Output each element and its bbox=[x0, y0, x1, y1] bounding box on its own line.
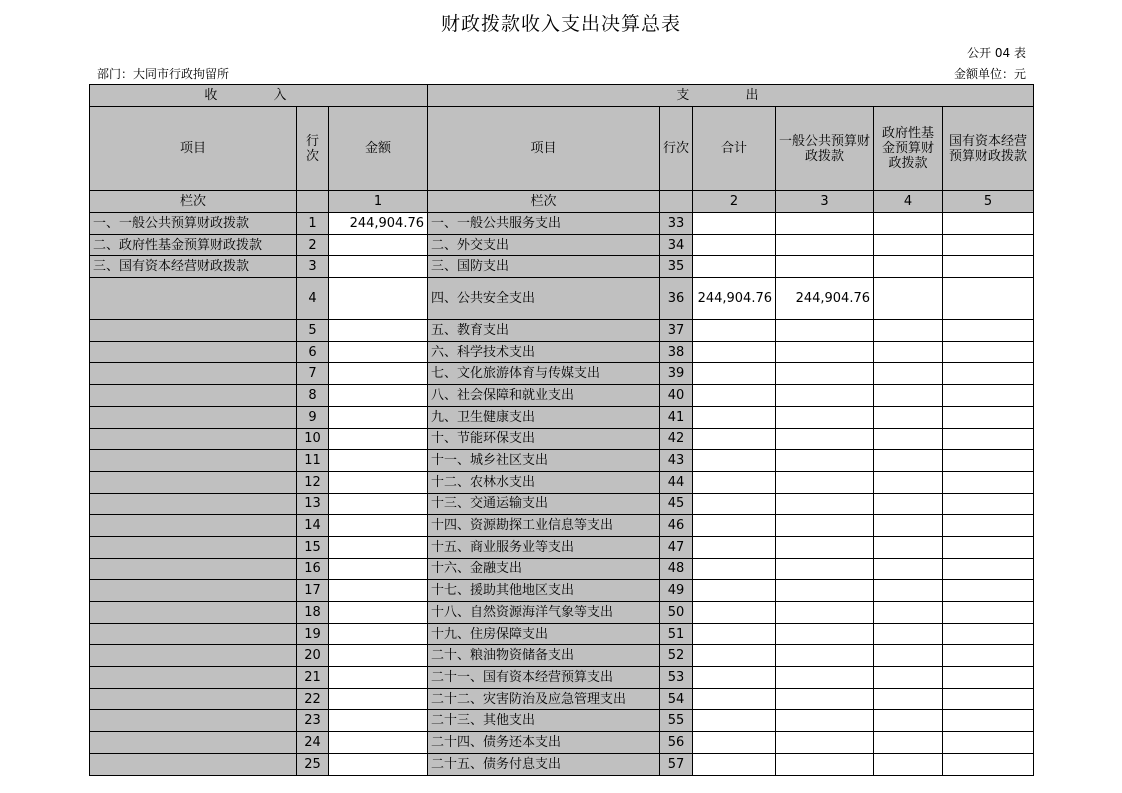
income-item bbox=[90, 428, 297, 450]
income-item bbox=[90, 493, 297, 515]
general-budget-amount bbox=[776, 667, 874, 689]
general-budget-amount bbox=[776, 710, 874, 732]
expense-row-no: 48 bbox=[660, 558, 693, 580]
expense-row-no: 53 bbox=[660, 667, 693, 689]
expense-row-no: 35 bbox=[660, 256, 693, 278]
expense-item: 五、教育支出 bbox=[428, 320, 660, 342]
income-row-no: 3 bbox=[297, 256, 329, 278]
total-amount bbox=[693, 234, 776, 256]
income-item bbox=[90, 710, 297, 732]
gov-fund-amount bbox=[874, 213, 943, 235]
income-row-no: 16 bbox=[297, 558, 329, 580]
col-number-3: 3 bbox=[776, 191, 874, 213]
gov-fund-amount bbox=[874, 471, 943, 493]
income-amount bbox=[329, 558, 428, 580]
income-item: 一、一般公共预算财政拨款 bbox=[90, 213, 297, 235]
income-row-no: 23 bbox=[297, 710, 329, 732]
general-budget-amount: 244,904.76 bbox=[776, 278, 874, 320]
expense-row-no: 55 bbox=[660, 710, 693, 732]
total-amount bbox=[693, 753, 776, 775]
expense-item: 八、社会保障和就业支出 bbox=[428, 385, 660, 407]
state-capital-amount bbox=[943, 645, 1034, 667]
general-budget-amount bbox=[776, 213, 874, 235]
gov-fund-amount bbox=[874, 450, 943, 472]
expense-item: 四、公共安全支出 bbox=[428, 278, 660, 320]
gov-fund-amount bbox=[874, 667, 943, 689]
gov-fund-amount bbox=[874, 602, 943, 624]
gov-fund-amount bbox=[874, 385, 943, 407]
general-budget-amount bbox=[776, 515, 874, 537]
table-row bbox=[90, 558, 1034, 580]
income-item bbox=[90, 450, 297, 472]
income-row-no: 17 bbox=[297, 580, 329, 602]
total-amount bbox=[693, 428, 776, 450]
income-item bbox=[90, 278, 297, 320]
income-item bbox=[90, 385, 297, 407]
gov-fund-amount bbox=[874, 580, 943, 602]
income-row-no: 4 bbox=[297, 278, 329, 320]
state-capital-amount bbox=[943, 493, 1034, 515]
income-row-no: 25 bbox=[297, 753, 329, 775]
total-amount bbox=[693, 645, 776, 667]
gov-fund-amount bbox=[874, 493, 943, 515]
total-amount bbox=[693, 450, 776, 472]
income-item bbox=[90, 363, 297, 385]
general-budget-amount bbox=[776, 536, 874, 558]
state-capital-amount bbox=[943, 234, 1034, 256]
expense-row-no: 42 bbox=[660, 428, 693, 450]
header-expense-row-no: 行次 bbox=[660, 107, 693, 191]
table-row bbox=[90, 753, 1034, 775]
expense-item: 六、科学技术支出 bbox=[428, 341, 660, 363]
table-row bbox=[90, 406, 1034, 428]
gov-fund-amount bbox=[874, 320, 943, 342]
total-amount bbox=[693, 667, 776, 689]
expense-item: 十、节能环保支出 bbox=[428, 428, 660, 450]
income-row-no: 22 bbox=[297, 688, 329, 710]
income-row-no: 2 bbox=[297, 234, 329, 256]
general-budget-amount bbox=[776, 493, 874, 515]
expense-item: 九、卫生健康支出 bbox=[428, 406, 660, 428]
state-capital-amount bbox=[943, 602, 1034, 624]
expense-row-no: 46 bbox=[660, 515, 693, 537]
expense-item: 十五、商业服务业等支出 bbox=[428, 536, 660, 558]
header-income-amount: 金额 bbox=[329, 107, 428, 191]
income-amount bbox=[329, 278, 428, 320]
income-row-no: 18 bbox=[297, 602, 329, 624]
income-row-no: 13 bbox=[297, 493, 329, 515]
state-capital-amount bbox=[943, 710, 1034, 732]
income-item bbox=[90, 580, 297, 602]
expense-row-no: 43 bbox=[660, 450, 693, 472]
expense-item: 十二、农林水支出 bbox=[428, 471, 660, 493]
state-capital-amount bbox=[943, 558, 1034, 580]
state-capital-amount bbox=[943, 406, 1034, 428]
state-capital-amount bbox=[943, 213, 1034, 235]
header-gov-fund: 政府性基金预算财政拨款 bbox=[874, 107, 943, 191]
total-amount bbox=[693, 256, 776, 278]
state-capital-amount bbox=[943, 688, 1034, 710]
income-item bbox=[90, 753, 297, 775]
general-budget-amount bbox=[776, 623, 874, 645]
general-budget-amount bbox=[776, 688, 874, 710]
state-capital-amount bbox=[943, 623, 1034, 645]
table-row bbox=[90, 385, 1034, 407]
total-amount bbox=[693, 213, 776, 235]
income-item bbox=[90, 471, 297, 493]
general-budget-amount bbox=[776, 256, 874, 278]
state-capital-amount bbox=[943, 580, 1034, 602]
income-row-no: 15 bbox=[297, 536, 329, 558]
expense-item: 七、文化旅游体育与传媒支出 bbox=[428, 363, 660, 385]
income-row-no: 5 bbox=[297, 320, 329, 342]
general-budget-amount bbox=[776, 580, 874, 602]
table-row bbox=[90, 341, 1034, 363]
gov-fund-amount bbox=[874, 732, 943, 754]
income-amount bbox=[329, 450, 428, 472]
income-item bbox=[90, 406, 297, 428]
gov-fund-amount bbox=[874, 688, 943, 710]
expense-row-no: 39 bbox=[660, 363, 693, 385]
table-row bbox=[90, 536, 1034, 558]
state-capital-amount bbox=[943, 450, 1034, 472]
state-capital-amount bbox=[943, 363, 1034, 385]
total-amount bbox=[693, 602, 776, 624]
general-budget-amount bbox=[776, 234, 874, 256]
total-amount bbox=[693, 732, 776, 754]
expense-row-no: 51 bbox=[660, 623, 693, 645]
total-amount bbox=[693, 320, 776, 342]
header-expense-item: 项目 bbox=[428, 107, 660, 191]
general-budget-amount bbox=[776, 732, 874, 754]
state-capital-amount bbox=[943, 536, 1034, 558]
state-capital-amount bbox=[943, 753, 1034, 775]
state-capital-amount bbox=[943, 471, 1034, 493]
gov-fund-amount bbox=[874, 278, 943, 320]
income-row-no: 10 bbox=[297, 428, 329, 450]
gov-fund-amount bbox=[874, 341, 943, 363]
total-amount bbox=[693, 536, 776, 558]
state-capital-amount bbox=[943, 341, 1034, 363]
table-row bbox=[90, 732, 1034, 754]
gov-fund-amount bbox=[874, 558, 943, 580]
expense-item: 十四、资源勘探工业信息等支出 bbox=[428, 515, 660, 537]
header-income-item: 项目 bbox=[90, 107, 297, 191]
income-item bbox=[90, 320, 297, 342]
table-row bbox=[90, 623, 1034, 645]
income-item bbox=[90, 515, 297, 537]
gov-fund-amount bbox=[874, 515, 943, 537]
total-amount bbox=[693, 385, 776, 407]
expense-row-no: 47 bbox=[660, 536, 693, 558]
expense-item: 十一、城乡社区支出 bbox=[428, 450, 660, 472]
form-number: 公开 04 表 bbox=[967, 46, 1026, 60]
header-state-capital: 国有资本经营预算财政拨款 bbox=[943, 107, 1034, 191]
income-amount bbox=[329, 406, 428, 428]
gov-fund-amount bbox=[874, 363, 943, 385]
total-amount bbox=[693, 623, 776, 645]
total-amount bbox=[693, 493, 776, 515]
general-budget-amount bbox=[776, 341, 874, 363]
general-budget-amount bbox=[776, 645, 874, 667]
general-budget-amount bbox=[776, 320, 874, 342]
income-amount bbox=[329, 515, 428, 537]
gov-fund-amount bbox=[874, 428, 943, 450]
state-capital-amount bbox=[943, 515, 1034, 537]
income-amount bbox=[329, 363, 428, 385]
gov-fund-amount bbox=[874, 623, 943, 645]
gov-fund-amount bbox=[874, 406, 943, 428]
table-row bbox=[90, 710, 1034, 732]
income-amount bbox=[329, 341, 428, 363]
income-amount: 244,904.76 bbox=[329, 213, 428, 235]
income-row-no: 11 bbox=[297, 450, 329, 472]
expense-item: 二十三、其他支出 bbox=[428, 710, 660, 732]
income-amount bbox=[329, 471, 428, 493]
expense-row-no: 33 bbox=[660, 213, 693, 235]
total-amount: 244,904.76 bbox=[693, 278, 776, 320]
total-amount bbox=[693, 688, 776, 710]
total-amount bbox=[693, 341, 776, 363]
total-amount bbox=[693, 363, 776, 385]
unit-label: 金额单位：元 bbox=[953, 67, 1026, 81]
expense-item: 二十二、灾害防治及应急管理支出 bbox=[428, 688, 660, 710]
col-number-4: 4 bbox=[874, 191, 943, 213]
income-amount bbox=[329, 645, 428, 667]
expense-row-no: 36 bbox=[660, 278, 693, 320]
general-budget-amount bbox=[776, 428, 874, 450]
expense-row-no: 50 bbox=[660, 602, 693, 624]
expense-row-no: 41 bbox=[660, 406, 693, 428]
table-row bbox=[90, 278, 1034, 320]
table-row bbox=[90, 471, 1034, 493]
expense-row-no: 38 bbox=[660, 341, 693, 363]
expense-item: 二十、粮油物资储备支出 bbox=[428, 645, 660, 667]
income-row-no: 12 bbox=[297, 471, 329, 493]
expense-section-header: 支 出 bbox=[428, 85, 1034, 107]
income-amount bbox=[329, 623, 428, 645]
income-section-header: 收 入 bbox=[90, 85, 428, 107]
general-budget-amount bbox=[776, 753, 874, 775]
income-item bbox=[90, 341, 297, 363]
expense-row-no: 45 bbox=[660, 493, 693, 515]
expense-row-no: 54 bbox=[660, 688, 693, 710]
income-amount bbox=[329, 580, 428, 602]
income-amount bbox=[329, 536, 428, 558]
total-amount bbox=[693, 558, 776, 580]
expense-row-no: 37 bbox=[660, 320, 693, 342]
income-item: 三、国有资本经营财政拨款 bbox=[90, 256, 297, 278]
income-item bbox=[90, 602, 297, 624]
income-row-no: 9 bbox=[297, 406, 329, 428]
table-row bbox=[90, 320, 1034, 342]
col-number-1: 1 bbox=[329, 191, 428, 213]
general-budget-amount bbox=[776, 558, 874, 580]
expense-row-no: 52 bbox=[660, 645, 693, 667]
income-item bbox=[90, 536, 297, 558]
total-amount bbox=[693, 406, 776, 428]
table-row bbox=[90, 256, 1034, 278]
header-general-budget: 一般公共预算财政拨款 bbox=[776, 107, 874, 191]
table-row bbox=[90, 234, 1034, 256]
table-row bbox=[90, 428, 1034, 450]
income-amount bbox=[329, 493, 428, 515]
general-budget-amount bbox=[776, 471, 874, 493]
gov-fund-amount bbox=[874, 256, 943, 278]
total-amount bbox=[693, 515, 776, 537]
expense-row-no: 57 bbox=[660, 753, 693, 775]
fiscal-summary-table bbox=[89, 84, 1034, 776]
expense-row-no: 34 bbox=[660, 234, 693, 256]
department-label: 部门：大同市行政拘留所 bbox=[97, 67, 230, 81]
income-amount bbox=[329, 710, 428, 732]
expense-item: 十六、金融支出 bbox=[428, 558, 660, 580]
expense-item: 二十一、国有资本经营预算支出 bbox=[428, 667, 660, 689]
income-amount bbox=[329, 428, 428, 450]
state-capital-amount bbox=[943, 667, 1034, 689]
gov-fund-amount bbox=[874, 536, 943, 558]
income-row-no: 21 bbox=[297, 667, 329, 689]
income-item bbox=[90, 688, 297, 710]
income-amount bbox=[329, 688, 428, 710]
income-amount bbox=[329, 667, 428, 689]
state-capital-amount bbox=[943, 732, 1034, 754]
table-row bbox=[90, 645, 1034, 667]
income-item bbox=[90, 667, 297, 689]
income-amount bbox=[329, 732, 428, 754]
table-row bbox=[90, 493, 1034, 515]
state-capital-amount bbox=[943, 320, 1034, 342]
income-item bbox=[90, 645, 297, 667]
total-amount bbox=[693, 710, 776, 732]
gov-fund-amount bbox=[874, 753, 943, 775]
income-amount bbox=[329, 256, 428, 278]
gov-fund-amount bbox=[874, 710, 943, 732]
income-row-no: 14 bbox=[297, 515, 329, 537]
expense-item: 一、一般公共服务支出 bbox=[428, 213, 660, 235]
state-capital-amount bbox=[943, 385, 1034, 407]
expense-item: 二十五、债务付息支出 bbox=[428, 753, 660, 775]
expense-row-no: 49 bbox=[660, 580, 693, 602]
expense-row-no: 40 bbox=[660, 385, 693, 407]
income-row-no: 8 bbox=[297, 385, 329, 407]
table-row bbox=[90, 450, 1034, 472]
table-row bbox=[90, 602, 1034, 624]
table-row bbox=[90, 363, 1034, 385]
income-row-no: 6 bbox=[297, 341, 329, 363]
general-budget-amount bbox=[776, 406, 874, 428]
gov-fund-amount bbox=[874, 234, 943, 256]
income-item bbox=[90, 732, 297, 754]
income-row-no: 1 bbox=[297, 213, 329, 235]
expense-item: 十三、交通运输支出 bbox=[428, 493, 660, 515]
col-label-left: 栏次 bbox=[90, 191, 297, 213]
income-row-no: 20 bbox=[297, 645, 329, 667]
general-budget-amount bbox=[776, 385, 874, 407]
col-number-5: 5 bbox=[943, 191, 1034, 213]
total-amount bbox=[693, 471, 776, 493]
page-title: 财政拨款收入支出决算总表 bbox=[440, 13, 681, 35]
general-budget-amount bbox=[776, 363, 874, 385]
general-budget-amount bbox=[776, 602, 874, 624]
expense-item: 二十四、债务还本支出 bbox=[428, 732, 660, 754]
expense-item: 三、国防支出 bbox=[428, 256, 660, 278]
col-label-right: 栏次 bbox=[428, 191, 660, 213]
income-row-no: 24 bbox=[297, 732, 329, 754]
expense-row-no: 56 bbox=[660, 732, 693, 754]
expense-row-no: 44 bbox=[660, 471, 693, 493]
expense-item: 十七、援助其他地区支出 bbox=[428, 580, 660, 602]
expense-item: 十八、自然资源海洋气象等支出 bbox=[428, 602, 660, 624]
table-row bbox=[90, 213, 1034, 235]
income-amount bbox=[329, 320, 428, 342]
state-capital-amount bbox=[943, 428, 1034, 450]
state-capital-amount bbox=[943, 278, 1034, 320]
total-amount bbox=[693, 580, 776, 602]
income-amount bbox=[329, 753, 428, 775]
expense-item: 十九、住房保障支出 bbox=[428, 623, 660, 645]
expense-item: 二、外交支出 bbox=[428, 234, 660, 256]
income-amount bbox=[329, 234, 428, 256]
income-item bbox=[90, 623, 297, 645]
table-row bbox=[90, 667, 1034, 689]
table-row bbox=[90, 515, 1034, 537]
col-number-2: 2 bbox=[693, 191, 776, 213]
income-amount bbox=[329, 385, 428, 407]
income-row-no: 7 bbox=[297, 363, 329, 385]
income-item: 二、政府性基金预算财政拨款 bbox=[90, 234, 297, 256]
income-row-no: 19 bbox=[297, 623, 329, 645]
income-amount bbox=[329, 602, 428, 624]
state-capital-amount bbox=[943, 256, 1034, 278]
gov-fund-amount bbox=[874, 645, 943, 667]
header-total: 合计 bbox=[693, 107, 776, 191]
general-budget-amount bbox=[776, 450, 874, 472]
table-row bbox=[90, 580, 1034, 602]
income-item bbox=[90, 558, 297, 580]
table-row bbox=[90, 688, 1034, 710]
header-income-row-no: 行次 bbox=[297, 107, 329, 191]
